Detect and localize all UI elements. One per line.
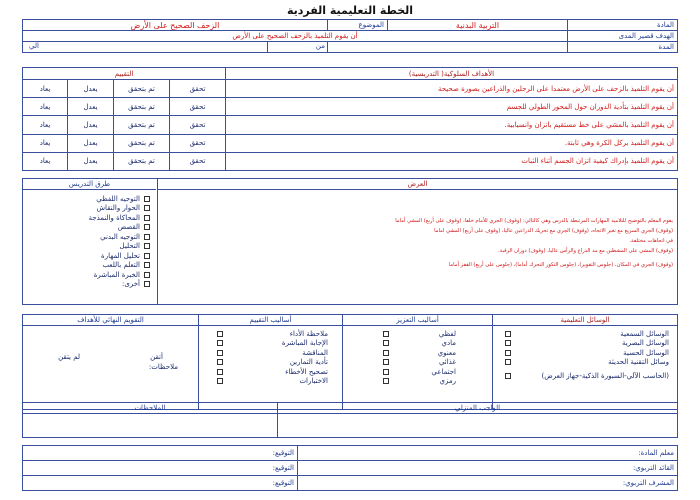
checkbox[interactable] bbox=[217, 369, 223, 375]
checkbox[interactable] bbox=[144, 196, 150, 202]
eval-method-item: تصحيح الأخطاء bbox=[285, 367, 328, 376]
reinforcement-item: لفظي bbox=[438, 329, 456, 338]
checkbox[interactable] bbox=[505, 340, 511, 346]
objective-item: أن يقوم التلميذ بركل الكرة وهي ثابتة. bbox=[226, 134, 678, 152]
evaluation-header: التقييم bbox=[23, 68, 226, 80]
role-label: المشرف التربوي: bbox=[298, 476, 678, 491]
checkbox[interactable] bbox=[144, 224, 150, 230]
eval-modified: يعدل bbox=[68, 98, 114, 116]
subject-value: التربية البدنية bbox=[388, 20, 568, 31]
eval-repeat: يعاد bbox=[23, 134, 68, 152]
eval-method-item: الإجابة المباشرة bbox=[281, 339, 328, 348]
final-eval-header: التقويم النهائي للأهداف bbox=[23, 315, 198, 326]
checkbox[interactable] bbox=[505, 350, 511, 356]
presentation-line: (وقوف) الجري في المكان، (جلوس التقوير)، (جلوس التكور التحرك أماما)، (جلوس على أربع) القفز أماما bbox=[448, 262, 673, 268]
presentation-header: العرض bbox=[158, 179, 677, 190]
eval-achieved: تحقق bbox=[170, 98, 226, 116]
sign-label: التوقيع: bbox=[23, 461, 298, 476]
duration-label: المدة bbox=[568, 42, 678, 53]
checkbox[interactable] bbox=[144, 215, 150, 221]
method-item: أخرى: bbox=[122, 280, 140, 289]
eval-repeat: يعاد bbox=[23, 116, 68, 134]
means-item: الوسائل السمعية bbox=[620, 329, 669, 338]
eval-method-item: الاختبارات bbox=[299, 377, 328, 386]
eval-repeat: يعاد bbox=[23, 98, 68, 116]
checkbox[interactable] bbox=[505, 359, 511, 365]
homework-section bbox=[22, 402, 678, 438]
eval-modified: يعدل bbox=[68, 152, 114, 170]
mastered-label: أتقن bbox=[150, 353, 163, 361]
eval-modified: يعدل bbox=[68, 80, 114, 98]
eval-method-item: ملاحظة الأداء bbox=[289, 329, 328, 338]
short-goal-label: الهدف قصير المدى bbox=[568, 31, 678, 42]
eval-partial: تم بتحقق bbox=[114, 98, 170, 116]
checkbox[interactable] bbox=[144, 253, 150, 259]
role-label: القائد التربوي: bbox=[298, 461, 678, 476]
checkbox[interactable] bbox=[144, 262, 150, 268]
reinforcement-item: مادي bbox=[441, 339, 456, 348]
to-label: الي bbox=[29, 42, 39, 50]
eval-repeat: يعاد bbox=[23, 80, 68, 98]
checkbox[interactable] bbox=[217, 340, 223, 346]
means-item: (الحاسب الآلي-السبورة الذكية-جهاز العرض) bbox=[541, 372, 669, 380]
from-label: من bbox=[267, 42, 327, 52]
eval-achieved: تحقق bbox=[170, 134, 226, 152]
presentation-line: (وقوف) الجري السريع مع تغير الاتجاه، (وقوف) الجري مع تحريك الذراعين عاليا، (وقوف على أربع) المشي اماما bbox=[434, 228, 673, 234]
subject-label: المادة bbox=[568, 20, 678, 31]
reinforcement-item: اجتماعي bbox=[431, 367, 456, 376]
topic-label: الموضوع bbox=[328, 20, 388, 31]
presentation-line: في اتجاهات مختلفة. bbox=[629, 238, 673, 244]
methods-header: طرق التدريس bbox=[23, 179, 156, 190]
objectives-header: الأهداف السلوكية( التدريسية) bbox=[226, 68, 678, 80]
checkbox[interactable] bbox=[144, 272, 150, 278]
checkbox[interactable] bbox=[144, 205, 150, 211]
checkbox[interactable] bbox=[144, 281, 150, 287]
eval-achieved: تحقق bbox=[170, 152, 226, 170]
reinforcement-item: معنوي bbox=[437, 348, 456, 357]
objective-item: أن يقوم التلميذ بالمشي على خط مستقيم باتزان وانسيابية. bbox=[226, 116, 678, 134]
short-goal-value: أن يقوم التلميذ بالزحف الصحيح على الأرض bbox=[23, 31, 568, 42]
reinforcement-header: أساليب التعزيز bbox=[343, 315, 492, 326]
objective-item: أن يقوم التلميذ بتأدية الدوران حول المحور الطولي للجسم bbox=[226, 98, 678, 116]
reinforcement-item: رمزي bbox=[439, 377, 456, 386]
sign-label: التوقيع: bbox=[23, 446, 298, 461]
method-item: التحليل bbox=[119, 242, 140, 251]
notes-header: الملاحظات bbox=[23, 403, 277, 414]
homework-header: الواجب المنزلي bbox=[278, 403, 677, 414]
method-item: القصص bbox=[117, 223, 140, 232]
checkbox[interactable] bbox=[505, 373, 511, 379]
eval-partial: تم بتحقق bbox=[114, 152, 170, 170]
header-table bbox=[22, 19, 678, 53]
checkbox[interactable] bbox=[383, 369, 389, 375]
reinforcement-item: غذائي bbox=[438, 358, 456, 367]
checkbox[interactable] bbox=[383, 350, 389, 356]
objectives-table bbox=[22, 67, 678, 171]
topic-value: الزحف الصحيح على الأرض bbox=[23, 20, 328, 31]
checkbox[interactable] bbox=[144, 243, 150, 249]
checkbox[interactable] bbox=[217, 378, 223, 384]
presentation-line: (وقوف) المشي على المشطين مع مد الذراع والرأس عاليا، (وقوف) دوران الرقبة. bbox=[498, 248, 673, 254]
checkbox[interactable] bbox=[217, 331, 223, 337]
signatures-table bbox=[22, 445, 678, 491]
checkbox[interactable] bbox=[217, 350, 223, 356]
method-item: المحاكاة والنمذجة bbox=[88, 213, 140, 222]
eval-method-item: المناقشة bbox=[302, 348, 328, 357]
method-item: تحليل المهارة bbox=[101, 251, 140, 260]
checkbox[interactable] bbox=[383, 340, 389, 346]
presentation-line: يقوم المعلم بالتوضيح للتلاميذ المهارات المرتبطة بالدرس وهي كالتالي: (وقوف) الجري للأمام خلفا، (وقوف على أربع) المشي أماما bbox=[395, 218, 673, 224]
checkbox[interactable] bbox=[144, 234, 150, 240]
eval-achieved: تحقق bbox=[170, 80, 226, 98]
method-item: التعلم باللعب bbox=[102, 261, 140, 270]
means-header: الوسائل التعليمية bbox=[493, 315, 677, 326]
means-item: الوسائل البصرية bbox=[622, 339, 669, 348]
not-mastered-label: لم يتقن bbox=[58, 353, 81, 361]
eval-achieved: تحقق bbox=[170, 116, 226, 134]
evaluation-methods-header: أساليب التقييم bbox=[199, 315, 342, 326]
checkbox[interactable] bbox=[383, 359, 389, 365]
means-item: الوسائل الحسية bbox=[623, 348, 669, 357]
objective-item: أن يقوم التلميذ بإدراك كيفية اتزان الجسم أثناء الثبات bbox=[226, 152, 678, 170]
eval-partial: تم بتحقق bbox=[114, 134, 170, 152]
presentation-section bbox=[22, 178, 678, 305]
means-item: وسائل التقنية الحديثة bbox=[608, 358, 669, 367]
objective-item: أن يقوم التلميذ بالزحف على الأرض معتمدا على الرجلين والذراعين بصورة صحيحة bbox=[226, 80, 678, 98]
checkbox[interactable] bbox=[505, 331, 511, 337]
method-item: التوجيه البدني bbox=[100, 232, 140, 241]
method-item: الخبرة المباشرة bbox=[93, 270, 140, 279]
checkbox[interactable] bbox=[217, 359, 223, 365]
eval-method-item: تأدية التمارين bbox=[289, 358, 328, 367]
method-item: الحوار والنقاش bbox=[96, 204, 140, 213]
means-section bbox=[22, 314, 678, 410]
eval-partial: تم بتحقق bbox=[114, 116, 170, 134]
eval-modified: يعدل bbox=[68, 134, 114, 152]
eval-repeat: يعاد bbox=[23, 152, 68, 170]
sign-label: التوقيع: bbox=[23, 476, 298, 491]
page-title: الخطة التعليمية الفردية bbox=[286, 4, 414, 17]
final-notes-label: ملاحظات: bbox=[148, 363, 178, 371]
method-item: التوجيه اللفظي bbox=[96, 194, 140, 203]
checkbox[interactable] bbox=[383, 378, 389, 384]
eval-modified: يعدل bbox=[68, 116, 114, 134]
eval-partial: تم بتحقق bbox=[114, 80, 170, 98]
role-label: معلم المادة: bbox=[298, 446, 678, 461]
checkbox[interactable] bbox=[383, 331, 389, 337]
